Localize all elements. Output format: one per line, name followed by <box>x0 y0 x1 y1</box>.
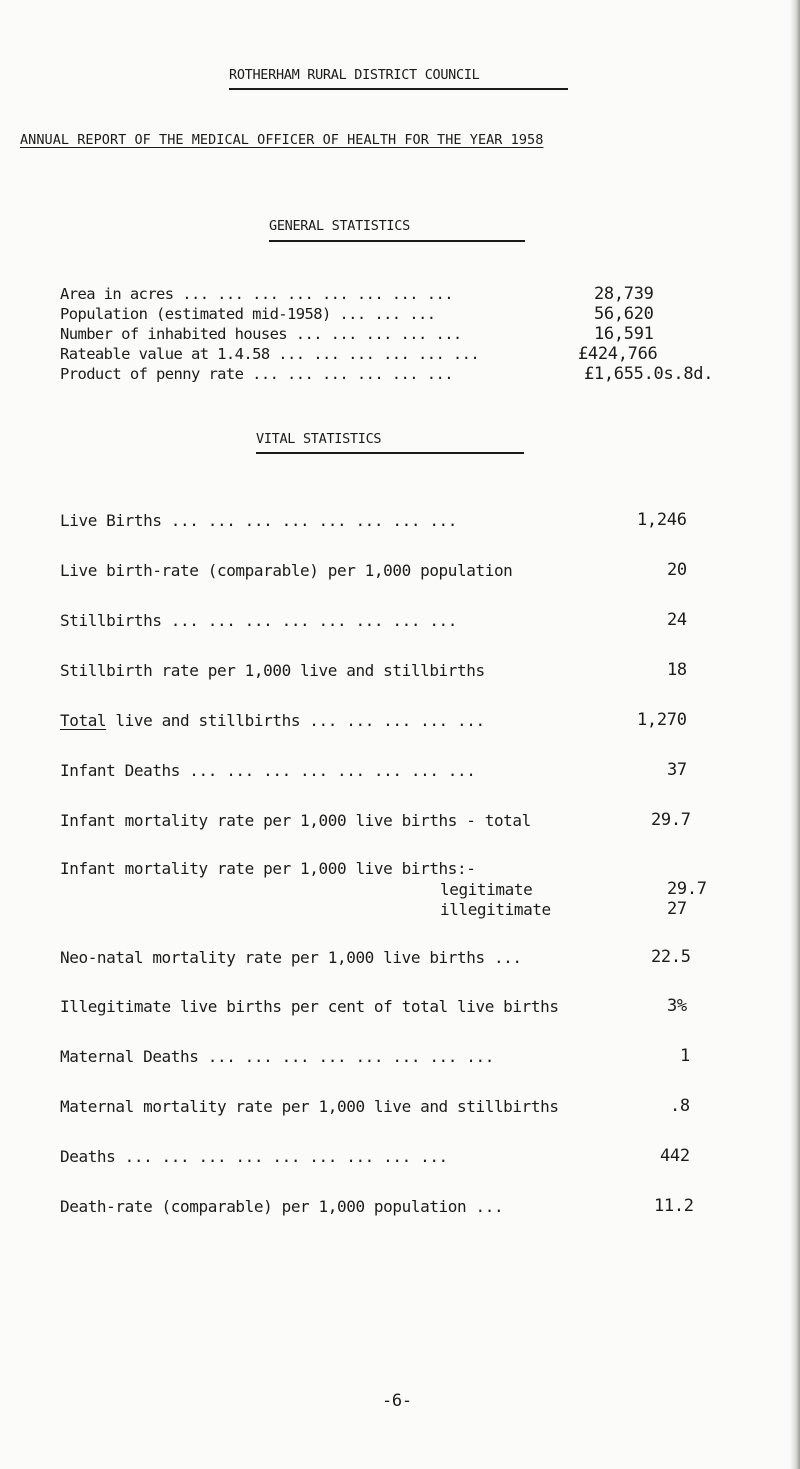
illegitimate-value: 27 <box>667 899 687 919</box>
council-title: ROTHERHAM RURAL DISTRICT COUNCIL <box>229 67 480 83</box>
death-rate-value: 11.2 <box>654 1196 694 1216</box>
deaths-value: 442 <box>660 1146 690 1166</box>
maternal-mortality-value: .8 <box>670 1096 690 1116</box>
general-statistics-underline <box>269 240 525 242</box>
infant-mortality-total-value: 29.7 <box>651 810 691 830</box>
legitimate-value: 29.7 <box>667 879 707 899</box>
general-statistics-heading: GENERAL STATISTICS <box>269 218 410 234</box>
rateable-value: £424,766 <box>578 344 658 364</box>
vital-statistics-underline <box>256 452 524 454</box>
deaths-label: Deaths ... ... ... ... ... ... ... ... ... <box>60 1147 448 1166</box>
infant-deaths-label: Infant Deaths ... ... ... ... ... ... ... ... <box>60 761 476 780</box>
infant-deaths-value: 37 <box>667 760 687 780</box>
total-births-label-rest: live and stillbirths ... ... ... ... ... <box>106 711 485 730</box>
area-label: Area in acres ... ... ... ... ... ... ... ... <box>60 285 453 303</box>
rateable-value-label: Rateable value at 1.4.58 ... ... ... ... ... ... <box>60 345 480 363</box>
infant-mortality-total-label: Infant mortality rate per 1,000 live births - total <box>60 811 531 830</box>
houses-label: Number of inhabited houses ... ... ... ... ... <box>60 325 462 343</box>
penny-rate-value: £1,655.0s.8d. <box>584 364 714 384</box>
illegitimate-label: illegitimate <box>440 900 551 919</box>
maternal-mortality-label: Maternal mortality rate per 1,000 live and stillbirths <box>60 1097 559 1116</box>
total-births-value: 1,270 <box>637 710 687 730</box>
death-rate-label: Death-rate (comparable) per 1,000 population ... <box>60 1197 504 1216</box>
illegitimate-percent-label: Illegitimate live births per cent of total live births <box>60 997 559 1016</box>
live-birth-rate-value: 20 <box>667 560 687 580</box>
total-underlined-word: Total <box>60 711 107 730</box>
council-title-underline <box>229 88 568 90</box>
houses-value: 16,591 <box>594 324 654 344</box>
stillbirths-label: Stillbirths ... ... ... ... ... ... ... ... <box>60 611 458 630</box>
maternal-deaths-label: Maternal Deaths ... ... ... ... ... ... ... ... <box>60 1047 494 1066</box>
report-title: ANNUAL REPORT OF THE MEDICAL OFFICER OF HEALTH FOR THE YEAR 1958 <box>20 132 544 148</box>
area-value: 28,739 <box>594 284 654 304</box>
stillbirths-value: 24 <box>667 610 687 630</box>
live-birth-rate-label: Live birth-rate (comparable) per 1,000 population <box>60 561 513 580</box>
population-label: Population (estimated mid-1958) ... ... ... <box>60 305 436 323</box>
total-births-label <box>60 713 485 729</box>
page-edge-shadow <box>790 0 800 1469</box>
live-births-label: Live Births ... ... ... ... ... ... ... ... <box>60 511 458 530</box>
legitimate-label: legitimate <box>440 880 533 899</box>
neonatal-label: Neo-natal mortality rate per 1,000 live births ... <box>60 948 522 967</box>
vital-statistics-heading: VITAL STATISTICS <box>256 431 382 447</box>
stillbirth-rate-label: Stillbirth rate per 1,000 live and stillbirths <box>60 661 485 680</box>
illegitimate-percent-value: 3% <box>667 996 687 1016</box>
neonatal-value: 22.5 <box>651 947 691 967</box>
live-births-value: 1,246 <box>637 510 687 530</box>
stillbirth-rate-value: 18 <box>667 660 687 680</box>
infant-mortality-split-label: Infant mortality rate per 1,000 live births:- <box>60 859 476 878</box>
penny-rate-label: Product of penny rate ... ... ... ... ... ... <box>60 365 453 383</box>
population-value: 56,620 <box>594 304 654 324</box>
page-number: -6- <box>382 1391 412 1411</box>
maternal-deaths-value: 1 <box>680 1046 690 1066</box>
